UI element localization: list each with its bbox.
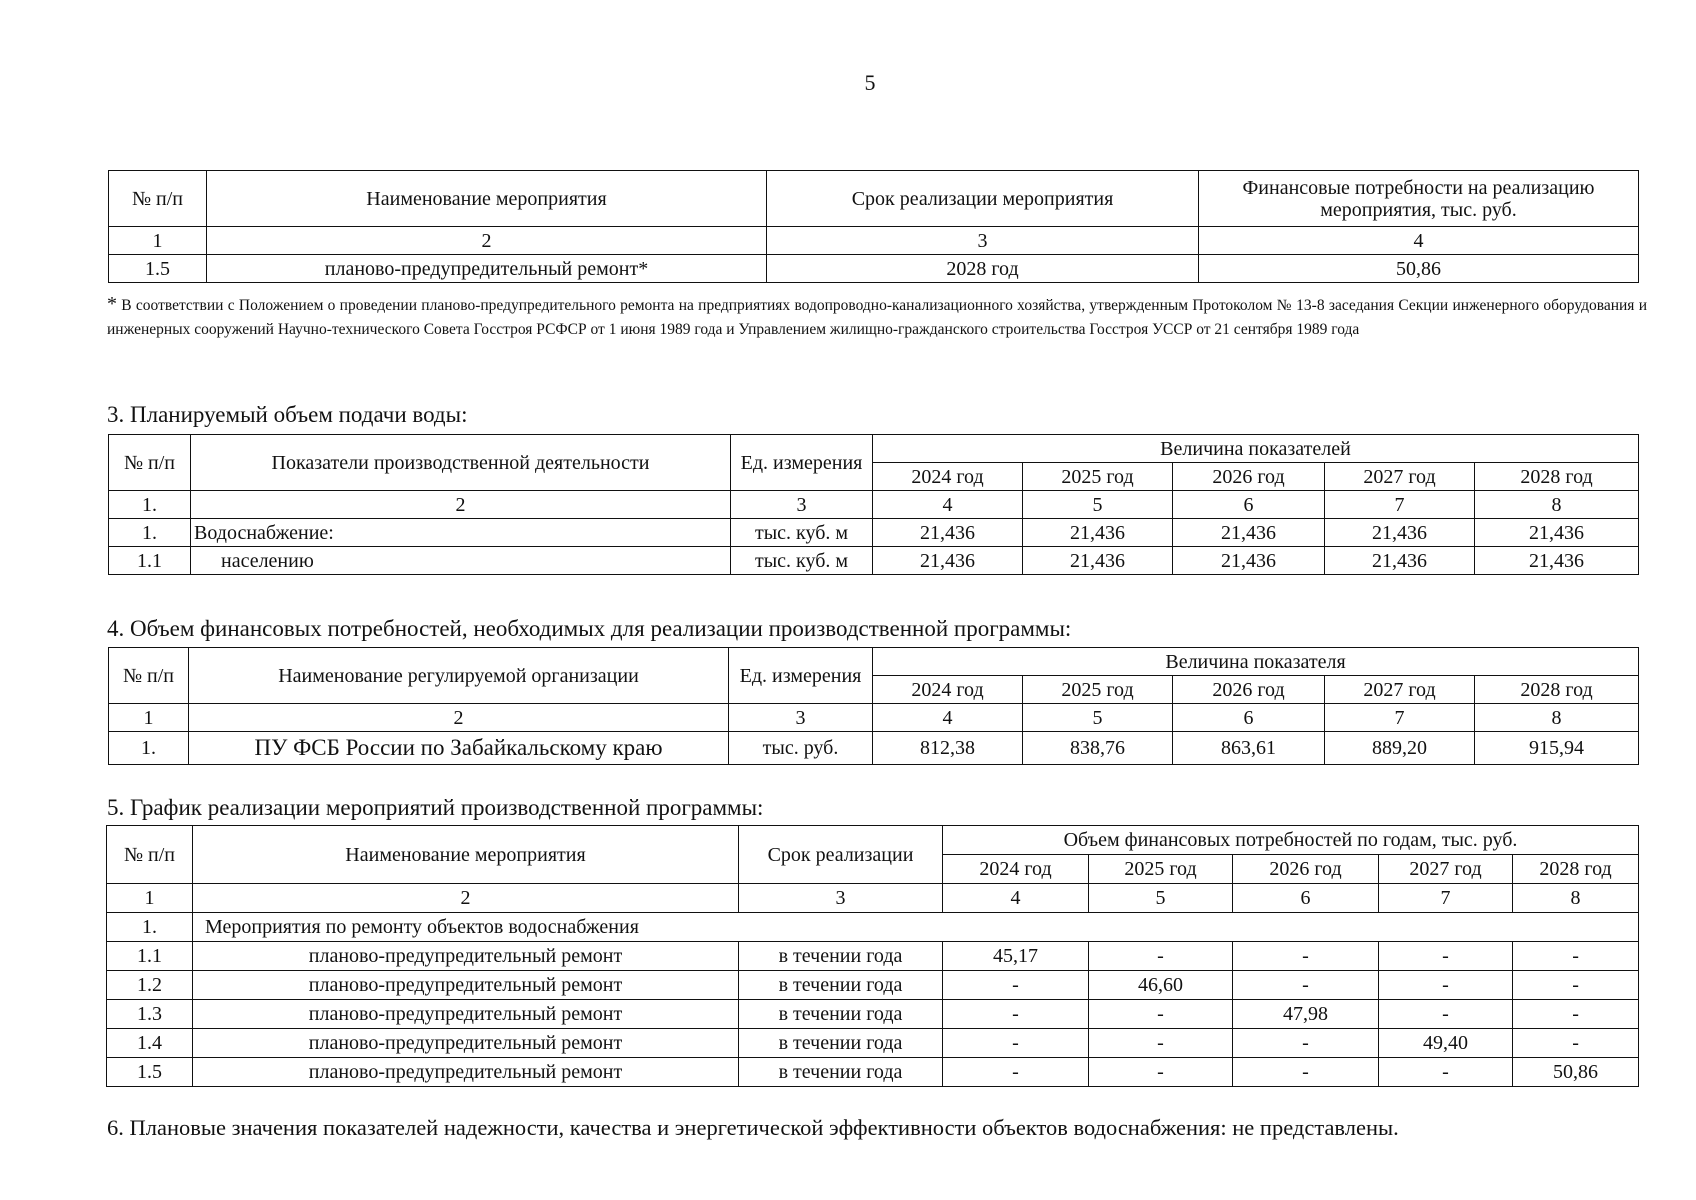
row-value: 21,436 [1023,519,1173,547]
col-number: 6 [1173,491,1325,519]
col-number: 3 [767,227,1199,255]
header-name: Показатели производственной деятельности [191,435,731,491]
table-row [109,519,1639,547]
header-year: 2026 год [1173,676,1325,704]
row-name: планово-предупредительный ремонт [193,1029,739,1058]
row-unit: тыс. куб. м [731,547,873,575]
col-number: 3 [731,491,873,519]
header-group: Величина показателей [873,435,1639,463]
row-value: 812,38 [873,732,1023,765]
row-value: - [1513,942,1639,971]
row-value: 21,436 [1325,547,1475,575]
row-value: 50,86 [1513,1058,1639,1087]
col-number: 2 [193,884,739,913]
row-value: 46,60 [1089,971,1233,1000]
row-name: планово-предупредительный ремонт [193,1000,739,1029]
water-supply-table [108,434,1639,575]
row-num: 1. [109,519,191,547]
row-value: - [1233,1058,1379,1087]
row-num: 1.4 [107,1029,193,1058]
col-number: 1 [109,704,189,732]
row-value: - [1089,1029,1233,1058]
row-term: в течении года [739,1058,943,1087]
row-num: 1. [107,913,193,942]
header-year: 2024 год [943,855,1089,884]
measures-table-continuation [108,170,1639,283]
row-term: 2028 год [767,255,1199,283]
row-value: - [1233,971,1379,1000]
row-value: 21,436 [1475,519,1639,547]
col-number: 6 [1233,884,1379,913]
col-number: 3 [739,884,943,913]
row-name: населению [191,547,731,575]
table-row [109,547,1639,575]
col-number: 4 [873,704,1023,732]
row-num: 1.5 [107,1058,193,1087]
row-num: 1.5 [109,255,207,283]
col-number: 1 [109,227,207,255]
row-value: 21,436 [1325,519,1475,547]
row-num: 1.3 [107,1000,193,1029]
header-num: № п/п [107,826,193,884]
header-num: № п/п [109,648,189,704]
table-row [107,971,1639,1000]
col-number: 8 [1475,491,1639,519]
col-number: 4 [1199,227,1639,255]
col-number: 7 [1325,491,1475,519]
row-num: 1.2 [107,971,193,1000]
header-year: 2026 год [1173,463,1325,491]
col-number: 5 [1089,884,1233,913]
header-group: Объем финансовых потребностей по годам, тыс. руб. [943,826,1639,855]
financial-needs-table [108,647,1639,765]
row-value: - [1233,942,1379,971]
header-name: Наименование регулируемой организации [189,648,729,704]
row-value: - [1379,1058,1513,1087]
header-year: 2028 год [1513,855,1639,884]
row-name: планово-предупредительный ремонт [193,1058,739,1087]
footnote [107,292,1647,342]
header-year: 2025 год [1023,463,1173,491]
row-term: в течении года [739,1000,943,1029]
header-year: 2024 год [873,463,1023,491]
table-row [109,732,1639,765]
row-value: 21,436 [1475,547,1639,575]
row-value: - [1513,971,1639,1000]
row-unit: тыс. куб. м [731,519,873,547]
header-term: Срок реализации мероприятия [767,171,1199,227]
header-group: Величина показателя [873,648,1639,676]
col-number: 8 [1513,884,1639,913]
header-year: 2028 год [1475,676,1639,704]
row-value: - [1513,1029,1639,1058]
row-unit: тыс. руб. [729,732,873,765]
row-value: 863,61 [1173,732,1325,765]
header-finance: Финансовые потребности на реализацию мероприятия, тыс. руб. [1199,171,1639,227]
row-value: 21,436 [1023,547,1173,575]
row-value: 21,436 [1173,547,1325,575]
header-unit: Ед. измерения [731,435,873,491]
header-term: Срок реализации [739,826,943,884]
row-value: 21,436 [873,519,1023,547]
row-num: 1.1 [107,942,193,971]
row-name: ПУ ФСБ России по Забайкальскому краю [189,732,729,765]
row-value: 838,76 [1023,732,1173,765]
header-unit: Ед. измерения [729,648,873,704]
row-value: - [943,1000,1089,1029]
row-value: - [1379,971,1513,1000]
col-number: 1. [109,491,191,519]
row-value: 915,94 [1475,732,1639,765]
footnote-star: * [107,293,117,315]
header-year: 2024 год [873,676,1023,704]
section4-title: 4. Объем финансовых потребностей, необходимых для реализации производственной программы: [107,616,1072,641]
header-year: 2027 год [1325,463,1475,491]
row-value: 21,436 [1173,519,1325,547]
col-number: 2 [189,704,729,732]
col-number: 6 [1173,704,1325,732]
row-value: 50,86 [1199,255,1639,283]
header-year: 2026 год [1233,855,1379,884]
row-value: - [1089,1000,1233,1029]
row-num: 1. [109,732,189,765]
col-number: 4 [873,491,1023,519]
row-num: 1.1 [109,547,191,575]
row-name: планово-предупредительный ремонт [193,971,739,1000]
col-number: 1 [107,884,193,913]
row-value: - [1233,1029,1379,1058]
footnote-text: В соответствии с Положением о проведении планово-предупредительного ремонта на предприятиях водопроводно-канализационного хозяйства, утвержденным Протоколом № 13-8 заседания Секции инженерного оборудования и инженерных сооружений Научно-технического Совета Госстроя РСФСР от 1 июня 1989 года и Управлением жилищно-гражданского строительства Госстроя УССР от 21 сентября 1989 года [107,297,1648,338]
col-number: 5 [1023,491,1173,519]
row-term: в течении года [739,942,943,971]
col-number: 8 [1475,704,1639,732]
row-value: - [1513,1000,1639,1029]
col-number: 7 [1379,884,1513,913]
header-num: № п/п [109,435,191,491]
row-term: в течении года [739,971,943,1000]
section3-title: 3. Планируемый объем подачи воды: [107,402,468,427]
col-number: 7 [1325,704,1475,732]
col-number: 2 [191,491,731,519]
row-value: - [1379,1000,1513,1029]
row-value: - [1089,942,1233,971]
row-value: 21,436 [873,547,1023,575]
row-value: 889,20 [1325,732,1475,765]
row-value: 47,98 [1233,1000,1379,1029]
row-name: планово-предупредительный ремонт* [207,255,767,283]
row-name: планово-предупредительный ремонт [193,942,739,971]
group-row [107,913,1639,942]
row-name: Водоснабжение: [191,519,731,547]
col-number: 3 [729,704,873,732]
table-row [109,255,1639,283]
table-row [107,1029,1639,1058]
row-value: - [943,971,1089,1000]
header-name: Наименование мероприятия [207,171,767,227]
header-year: 2025 год [1089,855,1233,884]
row-value: - [1089,1058,1233,1087]
col-number: 4 [943,884,1089,913]
table-row [107,1058,1639,1087]
col-number: 2 [207,227,767,255]
page-number: 5 [864,70,876,95]
section6-text: 6. Плановые значения показателей надежности, качества и энергетической эффективности объектов водоснабжения: не представлены. [107,1115,1399,1140]
row-name: Мероприятия по ремонту объектов водоснабжения [193,913,1639,942]
row-value: - [943,1058,1089,1087]
schedule-table [106,825,1639,1087]
row-value: 45,17 [943,942,1089,971]
section5-title: 5. График реализации мероприятий производственной программы: [107,795,764,820]
col-number: 5 [1023,704,1173,732]
row-value: - [1379,942,1513,971]
header-year: 2027 год [1379,855,1513,884]
table-row [107,1000,1639,1029]
header-year: 2025 год [1023,676,1173,704]
header-name: Наименование мероприятия [193,826,739,884]
row-value: 49,40 [1379,1029,1513,1058]
header-year: 2028 год [1475,463,1639,491]
table-row [107,942,1639,971]
header-year: 2027 год [1325,676,1475,704]
header-num: № п/п [109,171,207,227]
row-value: - [943,1029,1089,1058]
row-term: в течении года [739,1029,943,1058]
